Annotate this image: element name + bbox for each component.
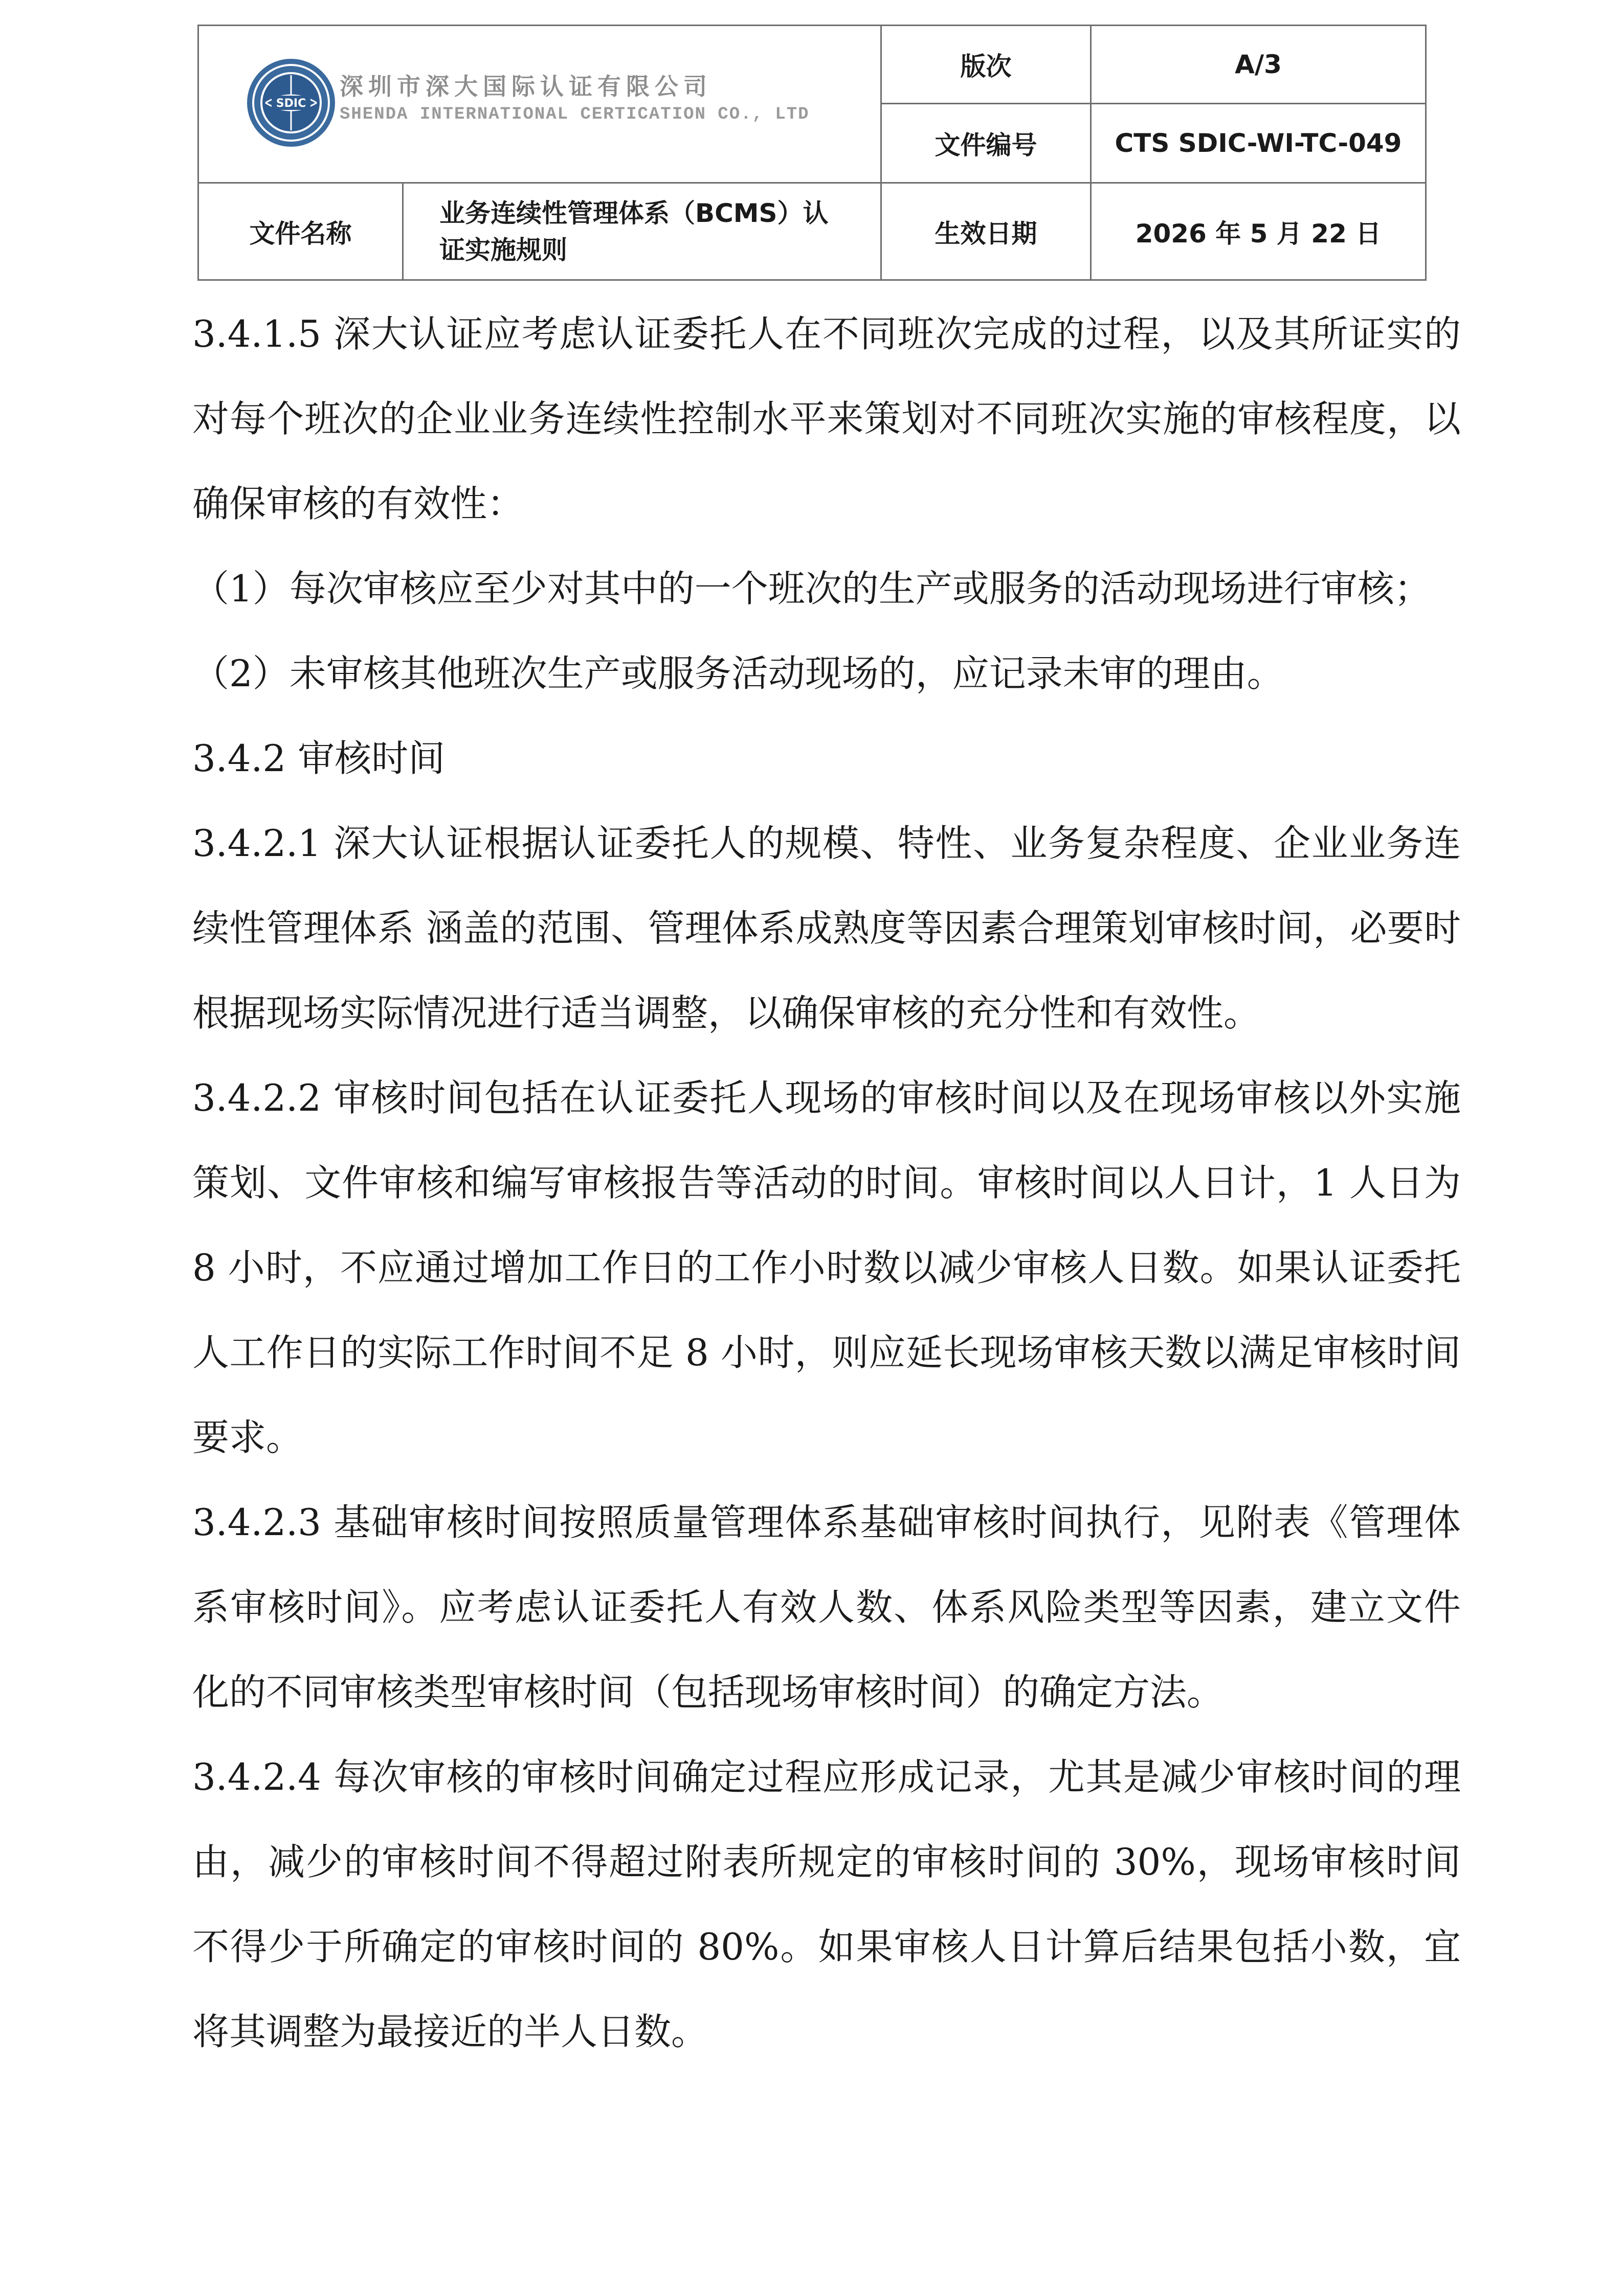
effective-date-value: 2026 年 5 月 22 日 [1091, 183, 1426, 280]
paragraph-3-4-2-3: 3.4.2.3 基础审核时间按照质量管理体系基础审核时间执行，见附表《管理体系审核时间》。应考虑认证委托人有效人数、体系风险类型等因素，建立文件化的不同审核类型审核时间（包括现场审核时间）的确定方法。 [192, 1501, 1461, 1714]
company-name-cn: 深圳市深大国际认证有限公司 [340, 73, 712, 100]
list-item-2: （2）未审核其他班次生产或服务活动现场的，应记录未审的理由。 [192, 652, 1284, 695]
paragraph-3-4-1-5: 3.4.1.5 深大认证应考虑认证委托人在不同班次完成的过程，以及其所证实的对每个班次的企业业务连续性控制水平来策划对不同班次实施的审核程度，以确保审核的有效性： [192, 312, 1461, 525]
doc-number-label: 文件编号 [881, 104, 1091, 183]
company-seal-icon [245, 57, 337, 149]
section-heading-3-4-2: 3.4.2 审核时间 [192, 737, 446, 780]
version-value: A/3 [1091, 26, 1426, 104]
paragraph-3-4-2-2: 3.4.2.2 审核时间包括在认证委托人现场的审核时间以及在现场审核以外实施策划、文件审核和编写审核报告等活动的时间。审核时间以人日计，1 人日为 8 小时，不应通过增加工作日的工作小时数以减少审核人日数。如果认证委托人工作日的实际工作时间不足 8 小时，则应延长现场审核天数以满足审核时间要求。 [192, 1076, 1461, 1459]
company-name-en: SHENDA INTERNATIONAL CERTICATION CO., LTD [340, 105, 810, 124]
company-logo [245, 57, 859, 159]
doc-name-value [403, 183, 881, 280]
version-label: 版次 [881, 26, 1091, 104]
doc-name-label: 文件名称 [198, 183, 403, 280]
doc-number-value: CTS SDIC-WI-TC-049 [1091, 104, 1426, 183]
list-item-1: （1）每次审核应至少对其中的一个班次的生产或服务的活动现场进行审核； [192, 567, 1431, 610]
paragraph-3-4-2-1: 3.4.2.1 深大认证根据认证委托人的规模、特性、业务复杂程度、企业业务连续性管理体系 涵盖的范围、管理体系成熟度等因素合理策划审核时间，必要时根据现场实际情况进行适当调整，以确保审核的充分性和有效性。 [192, 822, 1461, 1034]
effective-date-label: 生效日期 [881, 183, 1091, 280]
document-header-table [197, 25, 1427, 281]
doc-name-line-1: 业务连续性管理体系（BCMS）认 [439, 198, 829, 228]
doc-name-line-2: 证实施规则 [439, 235, 567, 265]
company-logo-cell [198, 26, 881, 183]
document-body [192, 291, 1461, 2074]
paragraph-3-4-2-4: 3.4.2.4 每次审核的审核时间确定过程应形成记录，尤其是减少审核时间的理由，减少的审核时间不得超过附表所规定的审核时间的 30%，现场审核时间不得少于所确定的审核时间的 80%。如果审核人日计算后结果包括小数，宜将其调整为最接近的半人日数。 [192, 1755, 1461, 2053]
svg-text:SDIC: SDIC [276, 97, 306, 110]
